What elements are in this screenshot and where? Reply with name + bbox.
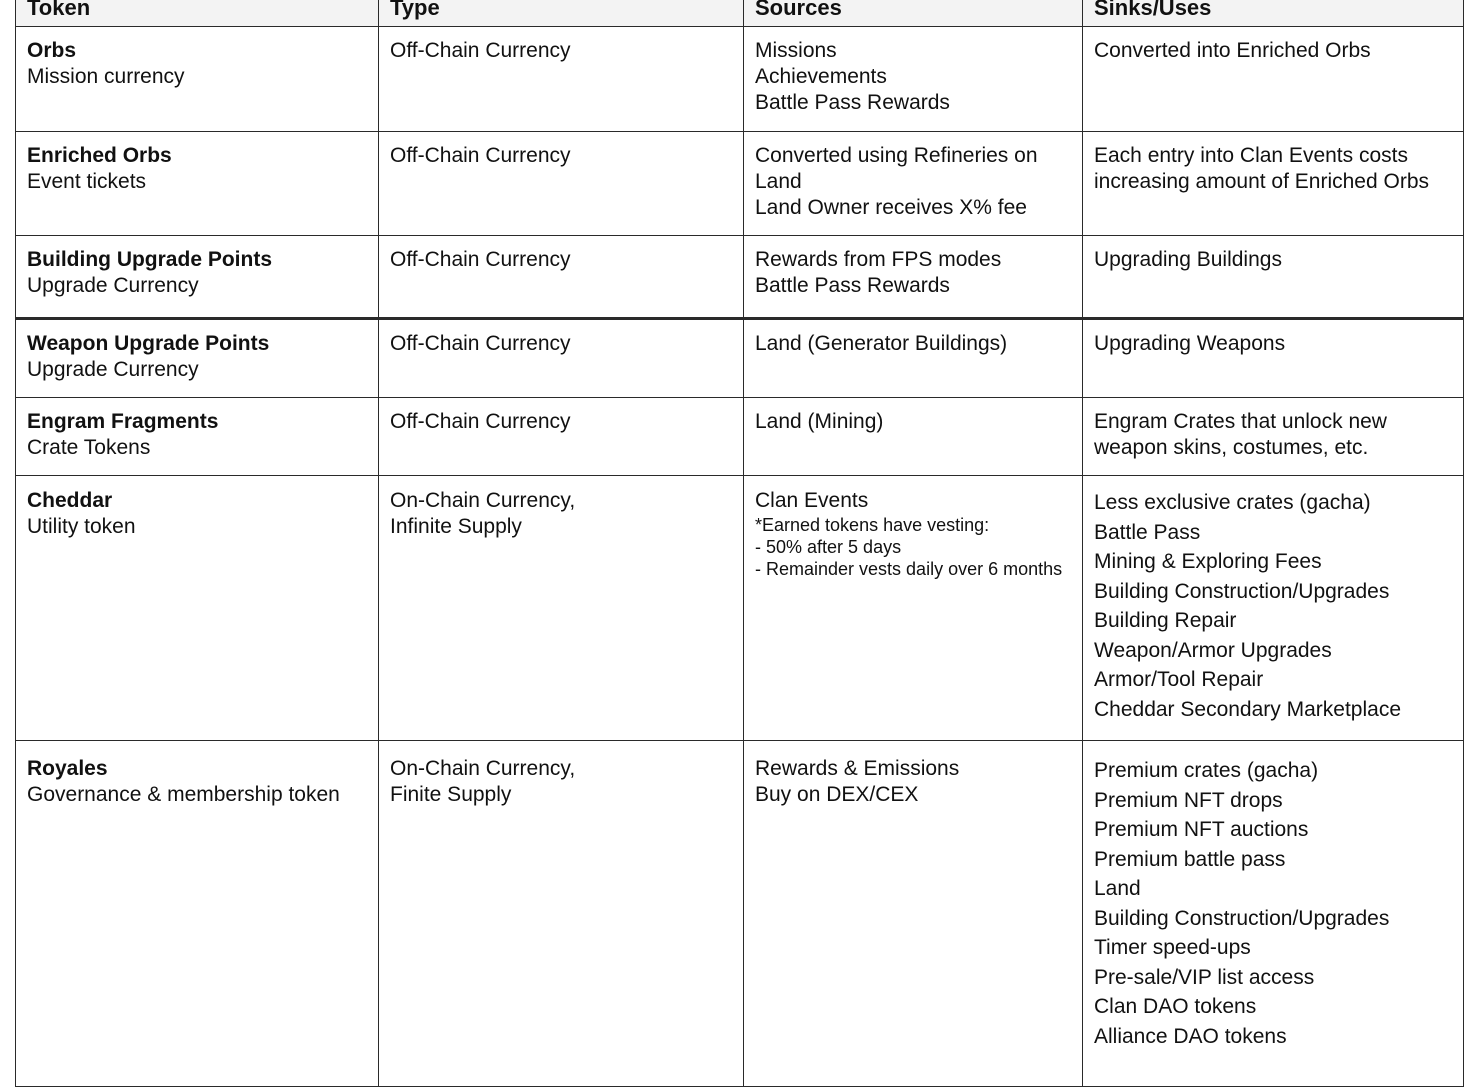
source-item: Battle Pass Rewards bbox=[755, 274, 950, 297]
type-cell bbox=[379, 398, 744, 476]
token-cell bbox=[16, 398, 379, 476]
source-item: Missions bbox=[755, 39, 837, 62]
type-line: Off-Chain Currency bbox=[390, 410, 571, 433]
type-line: Off-Chain Currency bbox=[390, 144, 571, 167]
table-row bbox=[16, 319, 1464, 398]
type-line: Infinite Supply bbox=[390, 515, 522, 538]
token-cell bbox=[16, 236, 379, 319]
source-item: Rewards from FPS modes bbox=[755, 248, 1002, 271]
sources-cell bbox=[744, 476, 1083, 741]
sink-item: Pre-sale/VIP list access bbox=[1094, 965, 1315, 989]
token-name: Building Upgrade Points bbox=[27, 248, 272, 271]
sinks-cell bbox=[1083, 319, 1464, 398]
token-description: Crate Tokens bbox=[27, 436, 151, 459]
token-description: Governance & membership token bbox=[27, 783, 340, 806]
source-item: Achievements bbox=[755, 65, 887, 88]
token-name: Cheddar bbox=[27, 489, 113, 512]
source-item: Land Owner receives X% fee bbox=[755, 196, 1027, 219]
token-cell bbox=[16, 27, 379, 132]
table-body bbox=[16, 27, 1464, 1087]
sink-item: Engram Crates that unlock new weapon skins, costumes, etc. bbox=[1094, 410, 1387, 459]
table-row bbox=[16, 132, 1464, 236]
type-cell bbox=[379, 27, 744, 132]
source-item: Clan Events bbox=[755, 489, 869, 512]
source-item: Battle Pass Rewards bbox=[755, 91, 950, 114]
source-item: Buy on DEX/CEX bbox=[755, 783, 919, 806]
source-item: Converted using Refineries on Land bbox=[755, 144, 1038, 193]
type-cell bbox=[379, 132, 744, 236]
sink-item: Premium crates (gacha) bbox=[1094, 759, 1319, 782]
header-token: Token bbox=[16, 0, 379, 27]
sink-item: Weapon/Armor Upgrades bbox=[1094, 638, 1332, 662]
type-line: Finite Supply bbox=[390, 783, 512, 806]
sink-item: Less exclusive crates (gacha) bbox=[1094, 491, 1371, 514]
sink-item: Premium NFT auctions bbox=[1094, 818, 1309, 841]
sink-item: Converted into Enriched Orbs bbox=[1094, 39, 1371, 62]
token-cell bbox=[16, 476, 379, 741]
sinks-cell bbox=[1083, 398, 1464, 476]
table-row bbox=[16, 476, 1464, 741]
token-economy-table bbox=[15, 0, 1464, 1087]
token-name: Enriched Orbs bbox=[27, 144, 172, 167]
sink-item: Clan DAO tokens bbox=[1094, 995, 1257, 1018]
sources-cell bbox=[744, 27, 1083, 132]
token-description: Mission currency bbox=[27, 65, 185, 88]
token-description: Upgrade Currency bbox=[27, 358, 199, 381]
source-note: *Earned tokens have vesting: bbox=[755, 515, 990, 535]
table-row bbox=[16, 27, 1464, 132]
sink-item: Each entry into Clan Events costs increasing amount of Enriched Orbs bbox=[1094, 144, 1430, 193]
sink-item: Battle Pass bbox=[1094, 520, 1201, 544]
table-row bbox=[16, 398, 1464, 476]
token-name: Engram Fragments bbox=[27, 410, 219, 433]
sink-item: Cheddar Secondary Marketplace bbox=[1094, 697, 1402, 721]
type-line: Off-Chain Currency bbox=[390, 39, 571, 62]
token-description: Event tickets bbox=[27, 170, 147, 193]
sink-item: Armor/Tool Repair bbox=[1094, 668, 1264, 691]
type-cell bbox=[379, 319, 744, 398]
sink-item: Timer speed-ups bbox=[1094, 936, 1251, 959]
sinks-cell bbox=[1083, 27, 1464, 132]
sink-item: Premium NFT drops bbox=[1094, 788, 1283, 812]
source-note: - Remainder vests daily over 6 months bbox=[755, 559, 1063, 579]
sinks-cell bbox=[1083, 132, 1464, 236]
sink-item: Upgrading Weapons bbox=[1094, 332, 1286, 355]
sinks-cell bbox=[1083, 236, 1464, 319]
header-sources: Sources bbox=[744, 0, 1083, 27]
source-item: Land (Generator Buildings) bbox=[755, 332, 1008, 355]
sinks-cell bbox=[1083, 476, 1464, 741]
token-name: Royales bbox=[27, 757, 108, 780]
source-item: Land (Mining) bbox=[755, 410, 884, 433]
sources-cell bbox=[744, 741, 1083, 1087]
type-line: On-Chain Currency, bbox=[390, 757, 576, 780]
source-note: - 50% after 5 days bbox=[755, 537, 902, 557]
type-cell bbox=[379, 476, 744, 741]
sources-cell bbox=[744, 236, 1083, 319]
token-cell bbox=[16, 741, 379, 1087]
sink-item: Premium battle pass bbox=[1094, 847, 1286, 871]
token-cell bbox=[16, 319, 379, 398]
table-row bbox=[16, 741, 1464, 1087]
sink-item: Mining & Exploring Fees bbox=[1094, 550, 1322, 573]
sink-item: Building Repair bbox=[1094, 609, 1237, 632]
sinks-cell bbox=[1083, 741, 1464, 1087]
token-description: Upgrade Currency bbox=[27, 274, 199, 297]
table-row bbox=[16, 236, 1464, 319]
type-line: On-Chain Currency, bbox=[390, 489, 576, 512]
type-cell bbox=[379, 741, 744, 1087]
source-item: Rewards & Emissions bbox=[755, 757, 960, 780]
sources-cell bbox=[744, 132, 1083, 236]
token-name: Orbs bbox=[27, 39, 77, 62]
header-type: Type bbox=[379, 0, 744, 27]
header-row bbox=[16, 0, 1464, 27]
sink-item: Alliance DAO tokens bbox=[1094, 1024, 1287, 1048]
sink-item: Land bbox=[1094, 877, 1141, 900]
type-line: Off-Chain Currency bbox=[390, 248, 571, 271]
token-name: Weapon Upgrade Points bbox=[27, 332, 270, 355]
header-sinks-uses: Sinks/Uses bbox=[1083, 0, 1464, 27]
type-line: Off-Chain Currency bbox=[390, 332, 571, 355]
sources-cell bbox=[744, 319, 1083, 398]
sink-item: Building Construction/Upgrades bbox=[1094, 906, 1390, 930]
sink-item: Building Construction/Upgrades bbox=[1094, 579, 1390, 603]
type-cell bbox=[379, 236, 744, 319]
token-cell bbox=[16, 132, 379, 236]
sources-cell bbox=[744, 398, 1083, 476]
sink-item: Upgrading Buildings bbox=[1094, 248, 1282, 271]
token-description: Utility token bbox=[27, 515, 136, 538]
